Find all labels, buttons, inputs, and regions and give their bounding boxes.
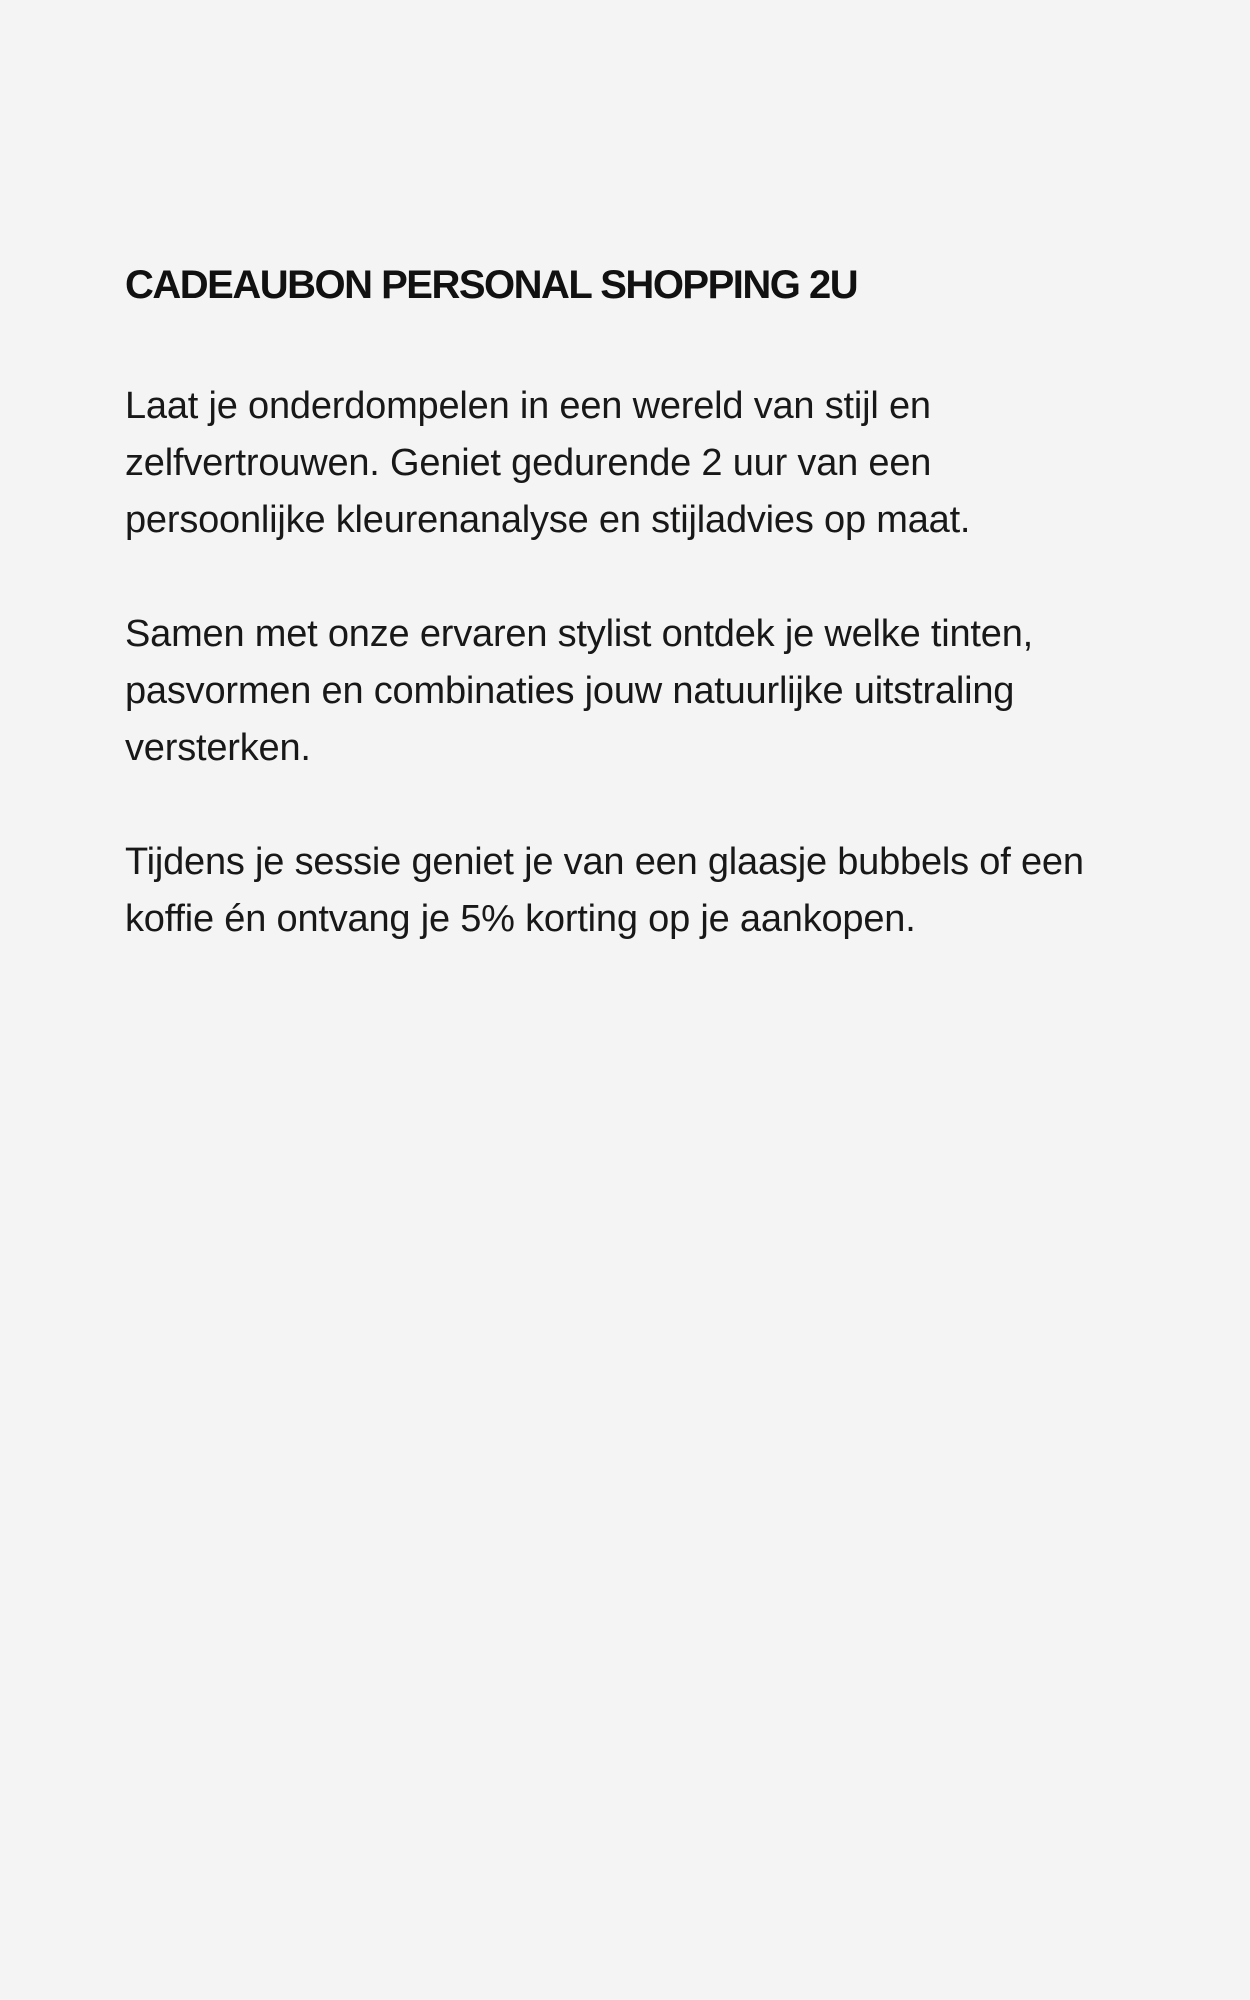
intro-paragraph: Laat je onderdompelen in een wereld van stijl en zelfvertrouwen. Geniet gedurende 2 uur van een persoonlijke kleurenanalyse en stijladvies op maat. xyxy=(125,385,971,541)
gift-card-description xyxy=(125,262,1125,948)
page-title: CADEAUBON PERSONAL SHOPPING 2U xyxy=(125,263,858,307)
stylist-paragraph: Samen met onze ervaren stylist ontdek je welke tinten, pasvormen en combinaties jouw natuurlijke uitstraling versterken. xyxy=(125,613,1033,769)
session-benefits-paragraph: Tijdens je sessie geniet je van een glaasje bubbels of een koffie én ontvang je 5% korting op je aankopen. xyxy=(125,841,1084,940)
